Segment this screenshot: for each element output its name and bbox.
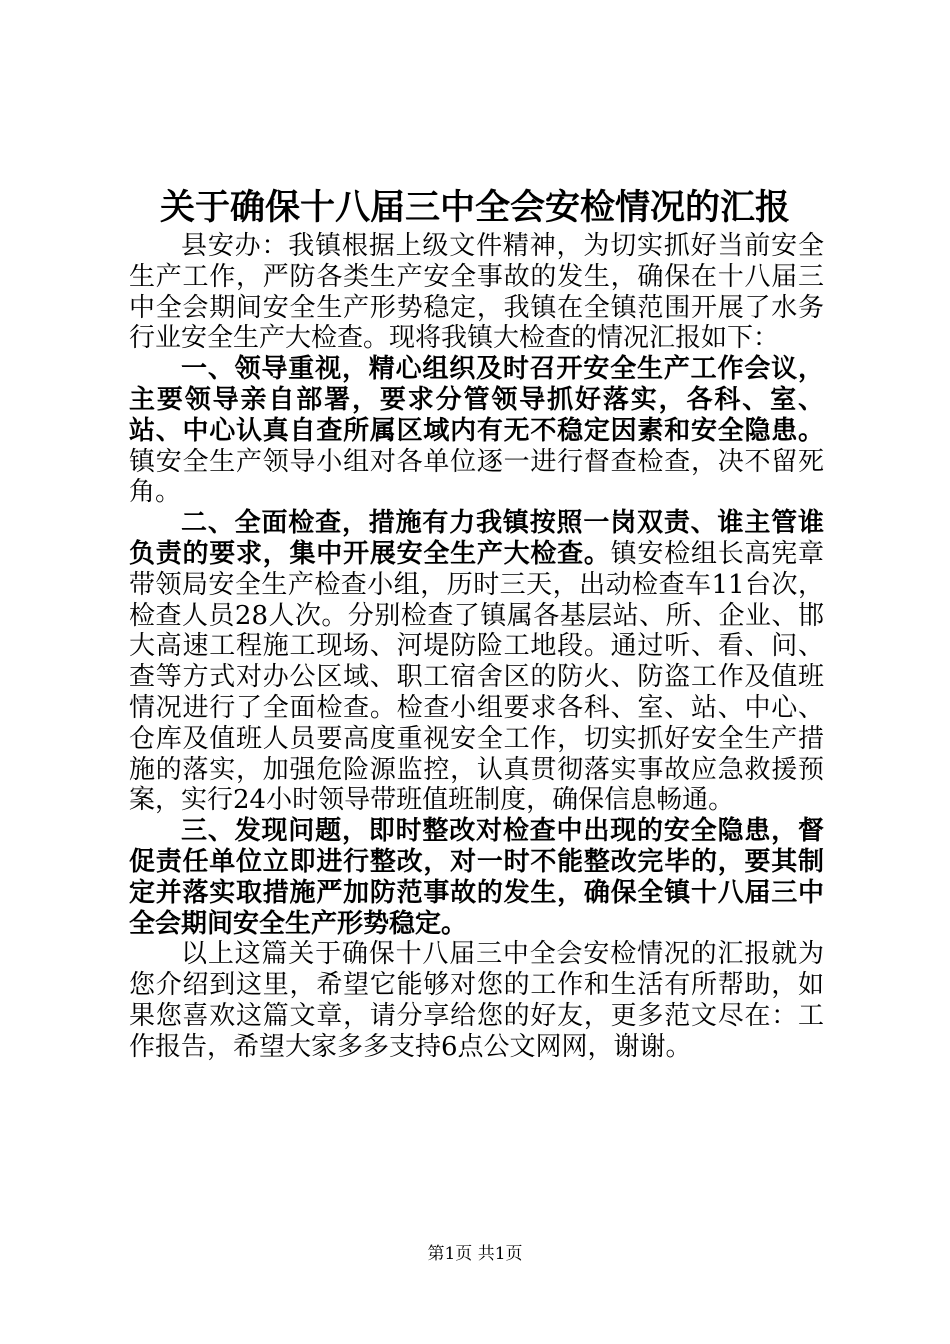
paragraph-intro (129, 231, 824, 354)
paragraph-section-3 (129, 816, 824, 939)
paragraph-text: 县安办：我镇根据上级文件精神，为切实抓好当前安全生产工作，严防各类生产安全事故的发生，确保在十八届三中全会期间安全生产形势稳定，我镇在全镇范围开展了水务行业安全生产大检查。现将我镇大检查的情况汇报如下： (129, 231, 824, 354)
paragraph-lead: 一、领导重视，精心组织及时召开安全生产工作会议，主要领导亲自部署，要求分管领导抓好落实，各科、室、站、中心认真自查所属区域内有无不稳定因素和安全隐患。 (129, 354, 824, 446)
paragraph-section-2 (129, 508, 824, 816)
paragraph-lead: 二、全面检查，措施有力我镇按照一岗双责、谁主管谁负责的要求，集中开展安全生产大检查。 (129, 508, 824, 569)
paragraph-lead: 三、发现问题，即时整改对检查中出现的安全隐患，督促责任单位立即进行整改，对一时不能整改完毕的，要其制定并落实取措施严加防范事故的发生，确保全镇十八届三中全会期间安全生产形势稳定。 (129, 816, 824, 939)
document-body (129, 231, 824, 1063)
paragraph-text: 以上这篇关于确保十八届三中全会安检情况的汇报就为您介绍到这里，希望它能够对您的工作和生活有所帮助，如果您喜欢这篇文章，请分享给您的好友，更多范文尽在：工作报告，希望大家多多支持6点公文网网，谢谢。 (129, 939, 824, 1062)
paragraph-text: 镇安全生产领导小组对各单位逐一进行督查检查，决不留死角。 (129, 446, 824, 508)
page-title: 关于确保十八届三中全会安检情况的汇报 (159, 187, 790, 228)
paragraph-closing (129, 939, 824, 1062)
paragraph-section-1 (129, 354, 824, 508)
page-footer: 第1页 共1页 (427, 1244, 523, 1264)
paragraph-text: 镇安检组长高宪章带领局安全生产检查小组，历时三天，出动检查车11台次，检查人员28人次。分别检查了镇属各基层站、所、企业、邯大高速工程施工现场、河堤防险工地段。通过听、看、问、查等方式对办公区域、职工宿舍区的防火、防盗工作及值班情况进行了全面检查。检查小组要求各科、室、站、中心、仓库及值班人员要高度重视安全工作，切实抓好安全生产措施的落实，加强危险源监控，认真贯彻落实事故应急救援预案，实行24小时领导带班值班制度，确保信息畅通。 (129, 538, 824, 816)
